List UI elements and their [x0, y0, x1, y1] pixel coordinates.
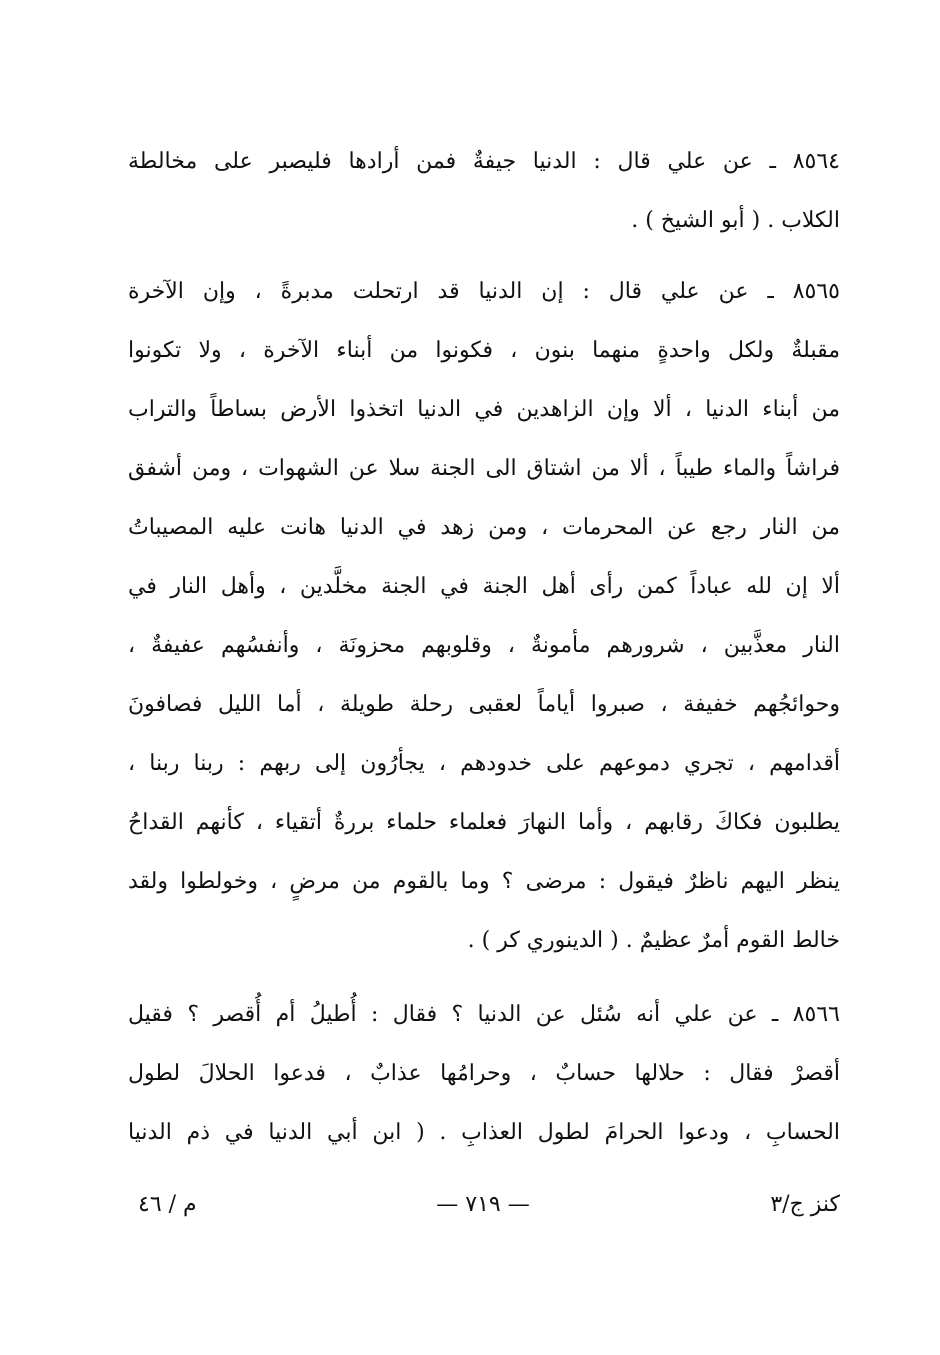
text-line: وحوائجُهم خفيفة ، صبروا أياماً لعقبى رحلة طويلة ، أما الليل فصافونَ: [128, 692, 840, 717]
text-line: أقصرْ فقال : حلالها حسابٌ ، وحرامُها عذابٌ ، فدعوا الحلالَ لطول: [128, 1061, 840, 1086]
page-footer: [128, 1180, 840, 1230]
text-line: النار معذَّبين ، شرورهم مأمونةٌ ، وقلوبهم محزونَة ، وأنفسُهم عفيفةٌ ،: [128, 633, 840, 658]
text-line: يطلبون فكاكَ رقابهم ، وأما النهارَ فعلماء حلماء بررةٌ أتقياء ، كأنهم القداحُ: [128, 810, 840, 835]
text-line: أقدامهم ، تجري دموعهم على خدودهم ، يجأرُون إلى ربهم : ربنا ربنا ،: [128, 751, 840, 776]
printer-signature: م / ٤٦: [138, 1192, 197, 1217]
text-line: ينظر اليهم ناظرٌ فيقول : مرضى ؟ وما بالقوم من مرضٍ ، وخولطوا ولقد: [128, 869, 840, 894]
hadith-8564-paragraph: [128, 132, 840, 250]
hadith-8565-paragraph: [128, 262, 840, 970]
text-line: مقبلةٌ ولكل واحدةٍ منهما بنون ، فكونوا من أبناء الآخرة ، ولا تكونوا: [128, 338, 840, 363]
text-line: ٨٥٦٦ ـ عن علي أنه سُئل عن الدنيا ؟ فقال : أُطيلُ أم أُقصر ؟ فقيل: [128, 1002, 840, 1027]
text-line: من النار رجع عن المحرمات ، ومن زهد في الدنيا هانت عليه المصيباتُ: [128, 515, 840, 540]
text-line: الكلاب . ( أبو الشيخ ) .: [631, 208, 840, 233]
text-line: ٨٥٦٥ ـ عن علي قال : إن الدنيا قد ارتحلت مدبرةً ، وإن الآخرة: [128, 279, 840, 304]
text-line: خالط القوم أمرٌ عظيمٌ . ( الدينوري كر ) .: [467, 928, 840, 953]
hadith-8566-paragraph: [128, 985, 840, 1162]
page-number: — ٧١٩ —: [436, 1192, 530, 1217]
text-line: ألا إن لله عباداً كمن رأى أهل الجنة في الجنة مخلَّدين ، وأهل النار في: [128, 574, 840, 599]
text-line: فراشاً والماء طيباً ، ألا من اشتاق الى الجنة سلا عن الشهوات ، ومن أشفق: [128, 456, 840, 481]
text-line: ٨٥٦٤ ـ عن علي قال : الدنيا جيفةٌ فمن أرادها فليصبر على مخالطة: [128, 149, 840, 174]
text-line: الحسابِ ، ودعوا الحرامَ لطول العذابِ . ( ابن أبي الدنيا في ذم الدنيا: [128, 1120, 840, 1145]
text-line: من أبناء الدنيا ، ألا وإن الزاهدين في الدنيا اتخذوا الأرض بساطاً والتراب: [128, 397, 840, 422]
volume-reference: كنز ج/٣: [770, 1192, 840, 1217]
